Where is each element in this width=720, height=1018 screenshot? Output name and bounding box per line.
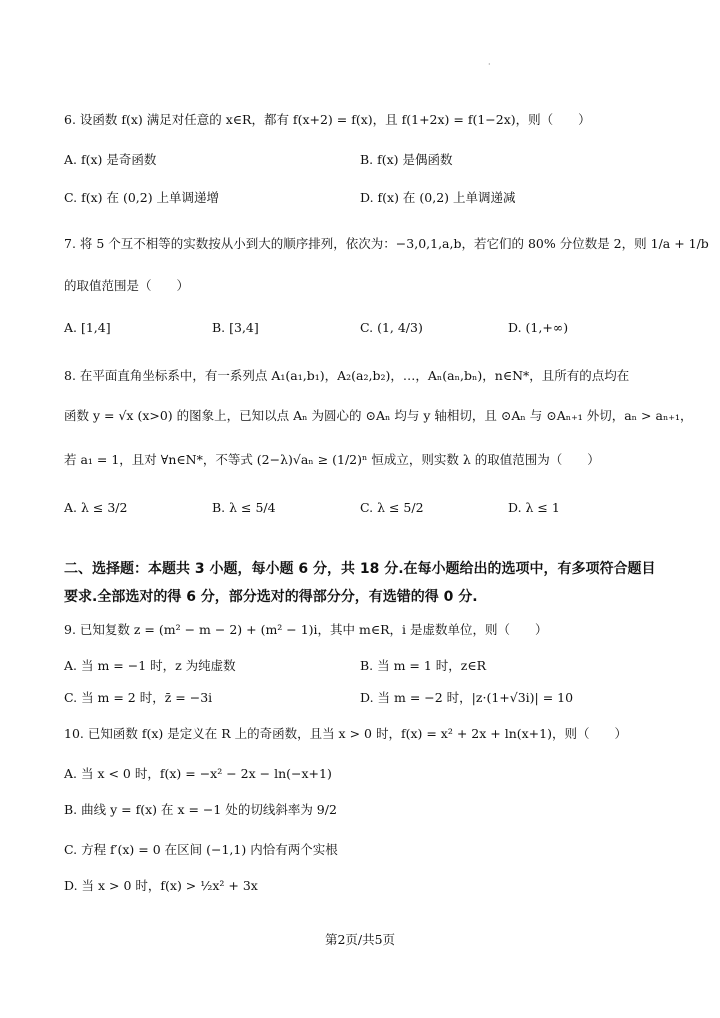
q6-option-a: A. f(x) 是奇函数: [64, 152, 157, 167]
section2-heading-line2: 要求.全部选对的得 6 分，部分选对的得部分分，有选错的得 0 分.: [64, 589, 478, 605]
q9-option-a: A. 当 m = −1 时，z 为纯虚数: [64, 658, 236, 673]
q7-option-d: D. (1,+∞): [508, 320, 569, 335]
q10-option-c: C. 方程 f′(x) = 0 在区间 (−1,1) 内恰有两个实根: [64, 842, 338, 857]
q6-option-d: D. f(x) 在 (0,2) 上单调递减: [360, 190, 516, 205]
q10-stem: 10. 已知函数 f(x) 是定义在 R 上的奇函数，且当 x > 0 时，f(x) = x² + 2x + ln(x+1)，则（ ）: [64, 726, 627, 741]
q7-stem-line1: 7. 将 5 个互不相等的实数按从小到大的顺序排列，依次为：−3,0,1,a,b，若它们的 80% 分位数是 2，则 1/a + 1/b: [64, 236, 709, 251]
q8-option-d: D. λ ≤ 1: [508, 500, 560, 515]
page-number: 第2页/共5页: [324, 932, 396, 947]
q8-stem-line3: 若 a₁ = 1，且对 ∀n∈N*，不等式 (2−λ)√aₙ ≥ (1/2)ⁿ 恒成立，则实数 λ 的取值范围为（ ）: [64, 452, 600, 467]
q8-option-b: B. λ ≤ 5/4: [212, 500, 276, 515]
q10-option-b: B. 曲线 y = f(x) 在 x = −1 处的切线斜率为 9/2: [64, 802, 337, 817]
q7-option-b: B. [3,4]: [212, 320, 259, 335]
q6-option-c: C. f(x) 在 (0,2) 上单调递增: [64, 190, 220, 205]
q8-option-c: C. λ ≤ 5/2: [360, 500, 424, 515]
q6-option-b: B. f(x) 是偶函数: [360, 152, 453, 167]
q9-stem: 9. 已知复数 z = (m² − m − 2) + (m² − 1)i，其中 m∈R，i 是虚数单位，则（ ）: [64, 622, 548, 637]
q6-stem: 6. 设函数 f(x) 满足对任意的 x∈R，都有 f(x+2) = f(x)，且 f(1+2x) = f(1−2x)，则（ ）: [64, 112, 591, 127]
q10-option-a: A. 当 x < 0 时，f(x) = −x² − 2x − ln(−x+1): [64, 766, 332, 781]
q8-option-a: A. λ ≤ 3/2: [64, 500, 128, 515]
q9-option-d: D. 当 m = −2 时，|z·(1+√3i)| = 10: [360, 690, 574, 705]
q8-stem-line1: 8. 在平面直角坐标系中，有一系列点 A₁(a₁,b₁)，A₂(a₂,b₂)，…，Aₙ(aₙ,bₙ)，n∈N*，且所有的点均在: [64, 368, 630, 383]
q7-option-c: C. (1, 4/3): [360, 320, 423, 335]
q9-option-b: B. 当 m = 1 时，z∈R: [360, 658, 487, 673]
q8-stem-line2: 函数 y = √x (x>0) 的图象上，已知以点 Aₙ 为圆心的 ⊙Aₙ 均与 y 轴相切，且 ⊙Aₙ 与 ⊙Aₙ₊₁ 外切，aₙ > aₙ₊₁，: [64, 408, 693, 423]
scan-dot: ·: [488, 60, 491, 69]
section2-heading-line1: 二、选择题：本题共 3 小题，每小题 6 分，共 18 分.在每小题给出的选项中，有多项符合题目: [64, 561, 656, 577]
q7-option-a: A. [1,4]: [64, 320, 111, 335]
q10-option-d: D. 当 x > 0 时，f(x) > ½x² + 3x: [64, 878, 258, 893]
q7-stem-line2: 的取值范围是（ ）: [64, 278, 190, 293]
q9-option-c: C. 当 m = 2 时，z̄ = −3i: [64, 690, 213, 705]
